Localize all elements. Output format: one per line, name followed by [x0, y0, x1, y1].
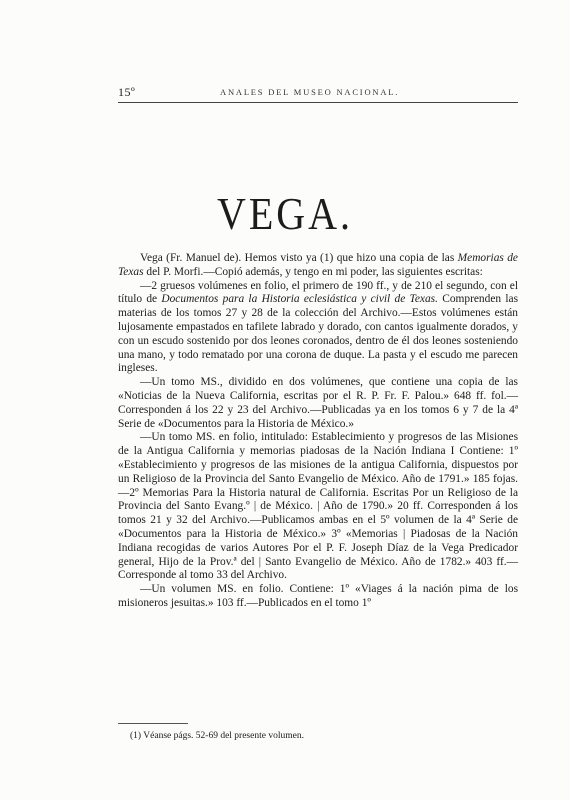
text-run: —Un tomo MS., dividido en dos volúmenes, que contiene una copia de las «Noticias de la Nueva California, escritas por el R. P. Fr. F. Palou.» 648 ff. fol.—Corresponden á los 22 y 23 del Archivo.—Publicadas ya en los tomos 6 y 7 de la 4ª Serie de «Documentos para la Historia de México.»: [118, 376, 518, 430]
paragraph: [118, 252, 518, 280]
italic-title: Documentos para la Historia eclesiástica y civil de Texas.: [161, 293, 438, 306]
paragraph: [118, 583, 518, 611]
text-run: —2 gruesos volúmenes en folio, el primero de 190 ff., y de 210 el segundo, con el título de: [118, 279, 518, 306]
footnote-rule: [118, 723, 188, 724]
text-run: Comprenden las materias de los tomos 27 y 28 de la colección del Archivo.—Estos volúmenes están lujosamente empastados en tafilete labrado y dorado, con cantos igualmente dorados, y con un escudo sostenido por dos leones coronados, dentro de él dos leones sosteniendo una mano, y todo rematado por una corona de duque. La pasta y el escudo me parecen ingleses.: [118, 293, 519, 375]
italic-title: Memorias de Texas: [118, 252, 518, 278]
body-text: [118, 252, 518, 611]
journal-title: ANALES DEL MUSEO NACIONAL.: [220, 87, 400, 97]
page-number: 15º: [118, 85, 136, 99]
paragraph: [118, 376, 518, 431]
text-run: —Un volumen MS. en folio. Contiene: 1º «Viages á la nación pima de los misioneros jesuitas.» 103 ff.—Publicados en el tomo 1º: [118, 583, 518, 609]
chapter-title: VEGA.: [216, 187, 354, 240]
text-run: —Un tomo MS. en folio, intitulado: Establecimiento y progresos de las Misiones de la Antigua California y memorias piadosas de la Nación Indiana I Contiene: 1º «Establecimiento y progresos de las misiones de la antigua California, dispuestos por un Religioso de la Provincia del Santo Evangelio de México. Año de 1791.» 185 fojas.—2º Memorias Para la Historia natural de California. Escritas Por un Religioso de la Provincia del Santo Evang.º | de México. | Año de 1790.» 20 ff. Corresponden á los tomos 21 y 32 del Archivo.—Publicamos ambas en el 5º volumen de la 4ª Serie de «Documentos para la Historia de México.» 3º «Memorias | Piadosas de la Nación Indiana recogidas de varios Autores Por el P. F. Joseph Díaz de la Vega Predicador general, Hijo de la Prov.ª del | Santo Evangelio de México. Año de 1782.» 403 ff.—Corresponde al tomo 33 del Archivo.: [118, 431, 518, 582]
text-run: Vega (Fr. Manuel de). Hemos visto ya (1) que hizo una copia de las: [140, 252, 458, 264]
paragraph: [118, 280, 518, 377]
paragraph: [118, 431, 518, 583]
running-head: [118, 84, 518, 103]
footnote: (1) Véanse págs. 52-69 del presente volumen.: [130, 731, 304, 741]
text-run: del P. Morfi.—Copió además, y tengo en mi poder, las siguientes escritas:: [143, 265, 483, 278]
